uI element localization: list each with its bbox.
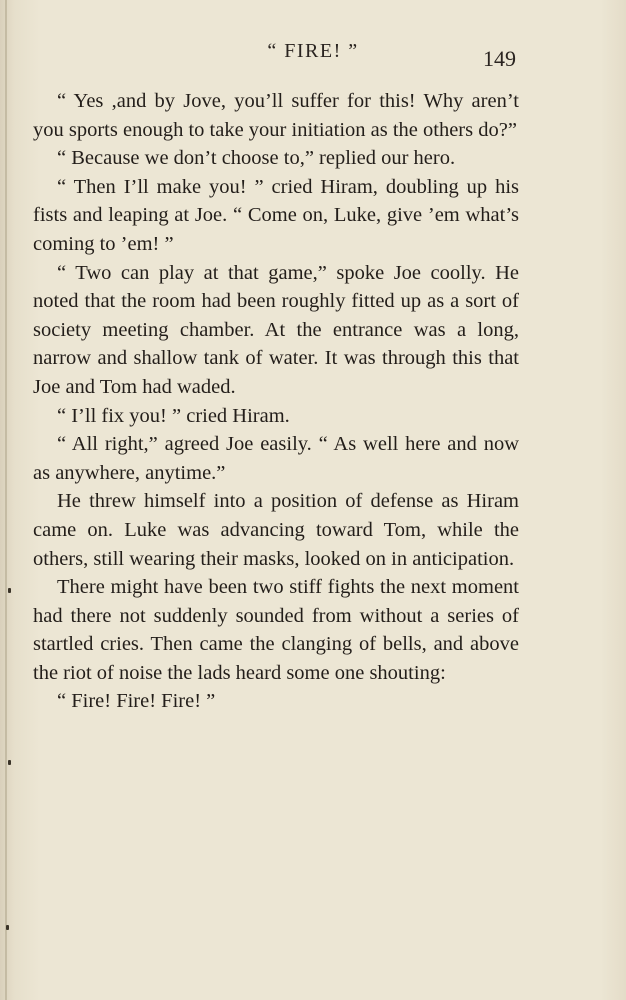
paragraph: “ Because we don’t choose to,” replied our hero. [57,147,456,170]
gutter-mark [6,925,9,930]
gutter-mark [8,588,11,593]
paragraph: “ Yes ,and by Jove, you’ll suffer for this! Why aren’t you sports enough to take your initiation as the others do?” [33,90,519,141]
paragraph: “ All right,” agreed Joe easily. “ As well here and now as anywhere, anytime.” [33,433,519,484]
paragraph: There might have been two stiff fights the next moment had there not suddenly sounded from without a series of startled cries. Then came the clanging of bells, and above the riot of noise the lads heard some one shouting: [33,576,519,684]
paragraph: “ I’ll fix you! ” cried Hiram. [57,404,290,427]
paragraph: “ Two can play at that game,” spoke Joe coolly. He noted that the room had been roughly fitted up as a sort of society meeting chamber. At the entrance was a long, narrow and shallow tank of water. It was through this that Joe and Tom had waded. [33,261,519,398]
body-text [33,87,519,716]
gutter-mark [8,760,11,765]
paragraph: “ Fire! Fire! Fire! ” [57,690,216,713]
paragraph: “ Then I’ll make you! ” cried Hiram, doubling up his fists and leaping at Joe. “ Come on, Luke, give ’em what’s coming to ’em! ” [33,175,519,255]
page-number: 149 [483,46,516,71]
paragraph: He threw himself into a position of defense as Hiram came on. Luke was advancing toward Tom, while the others, still wearing their masks, looked on in anticipation. [33,490,519,570]
gutter-edge [5,0,7,1000]
running-head: “ FIRE! ” [267,40,359,62]
